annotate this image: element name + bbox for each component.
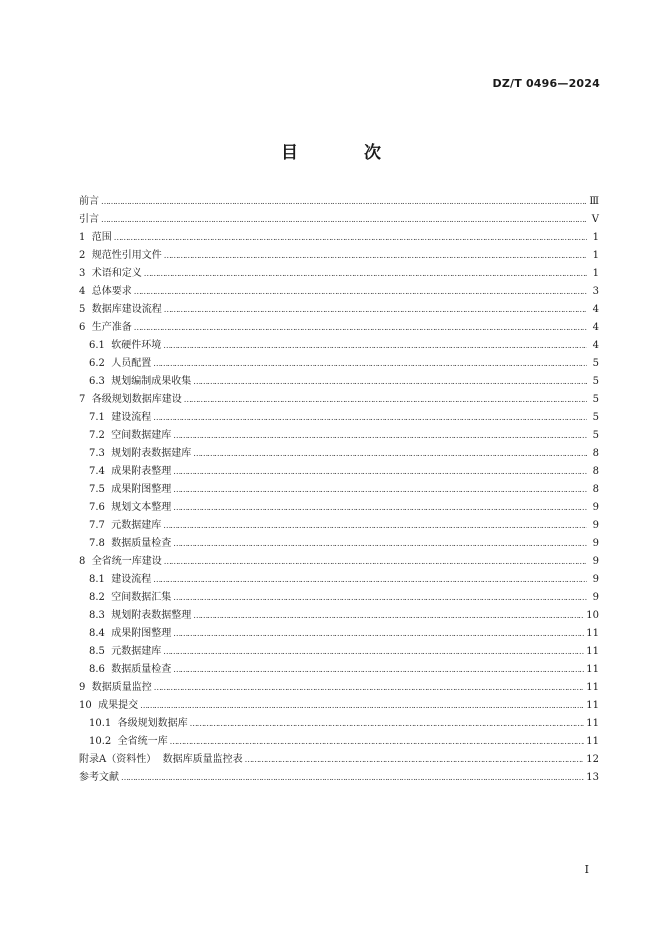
toc-entry-page: 11 — [586, 664, 599, 675]
toc-entry-number: 7.7 — [89, 520, 112, 531]
toc-entry-title: 总体要求 — [91, 286, 132, 297]
toc-entry-title: 数据质量监控 — [91, 682, 152, 693]
toc-entry-title: 术语和定义 — [91, 268, 142, 279]
toc-entry-number: 8.5 — [89, 646, 112, 657]
toc-entry-number: 2 — [79, 250, 92, 261]
toc-leader-dots — [245, 751, 585, 769]
toc-entry-page: 11 — [586, 736, 599, 747]
toc-entry-title: 生产准备 — [91, 322, 132, 333]
toc-entry-page: Ⅴ — [591, 214, 599, 225]
toc-entry-title: 成果附图整理 — [111, 484, 172, 495]
toc-entry[interactable] — [79, 283, 599, 301]
toc-entry-title: 规划文本整理 — [111, 502, 172, 513]
toc-entry-title: 成果附图整理 — [111, 628, 172, 639]
toc-entry[interactable] — [79, 445, 599, 463]
toc-entry-page: 5 — [592, 376, 599, 387]
toc-entry[interactable] — [79, 193, 599, 211]
toc-entry[interactable] — [79, 211, 599, 229]
toc-entry-page: 4 — [592, 304, 599, 315]
toc-leader-dots — [173, 535, 587, 553]
toc-entry[interactable] — [79, 409, 599, 427]
toc-entry[interactable] — [79, 733, 599, 751]
toc-leader-dots — [164, 301, 587, 319]
toc-entry-title: 规范性引用文件 — [91, 250, 162, 261]
toc-leader-dots — [154, 679, 585, 697]
toc-leader-dots — [101, 211, 587, 229]
toc-leader-dots — [173, 481, 587, 499]
toc-entry-title: 各级规划数据库建设 — [91, 394, 182, 405]
page-title: 目 次 — [281, 143, 411, 163]
toc-entry[interactable] — [79, 769, 599, 787]
toc-entry-title: 数据质量检查 — [111, 664, 172, 675]
toc-entry-page: 5 — [592, 412, 599, 423]
toc-entry-page: Ⅲ — [589, 196, 599, 207]
toc-entry[interactable] — [79, 265, 599, 283]
toc-entry-number: 6.3 — [89, 376, 112, 387]
toc-entry-number: 8.4 — [89, 628, 112, 639]
toc-entry[interactable] — [79, 553, 599, 571]
toc-entry-page: 9 — [592, 502, 599, 513]
toc-leader-dots — [193, 445, 587, 463]
toc-entry[interactable] — [79, 751, 599, 769]
toc-entry-page: 11 — [586, 628, 599, 639]
toc-entry-title: 人员配置 — [111, 358, 152, 369]
toc-entry[interactable] — [79, 499, 599, 517]
toc-entry[interactable] — [79, 535, 599, 553]
toc-leader-dots — [114, 229, 587, 247]
toc-entry-number: 8.3 — [89, 610, 112, 621]
toc-entry-title: 数据库建设流程 — [91, 304, 162, 315]
toc-entry-page: 11 — [586, 700, 599, 711]
table-of-contents — [79, 193, 599, 787]
toc-leader-dots — [164, 247, 587, 265]
toc-entry[interactable] — [79, 589, 599, 607]
toc-entry-number: 7 — [79, 394, 92, 405]
toc-entry[interactable] — [79, 715, 599, 733]
toc-entry-number: 7.6 — [89, 502, 112, 513]
document-code: DZ/T 0496—2024 — [492, 77, 600, 90]
toc-entry-page: 9 — [592, 556, 599, 567]
toc-entry-title: 引言 — [79, 214, 99, 225]
toc-entry-title: 建设流程 — [111, 412, 152, 423]
toc-entry-page: 13 — [586, 772, 599, 783]
toc-entry-number: 7.4 — [89, 466, 112, 477]
toc-entry-title: 元数据建库 — [111, 646, 162, 657]
toc-leader-dots — [173, 625, 584, 643]
toc-entry-number: 8.2 — [89, 592, 112, 603]
toc-entry-page: 9 — [592, 520, 599, 531]
toc-entry[interactable] — [79, 643, 599, 661]
toc-leader-dots — [173, 499, 587, 517]
toc-leader-dots — [173, 589, 587, 607]
toc-entry[interactable] — [79, 247, 599, 265]
toc-leader-dots — [173, 427, 587, 445]
toc-entry-page: 9 — [592, 592, 599, 603]
toc-leader-dots — [134, 283, 587, 301]
toc-entry[interactable] — [79, 337, 599, 355]
toc-entry[interactable] — [79, 517, 599, 535]
toc-entry-number: 8.1 — [89, 574, 112, 585]
toc-entry-page: 8 — [592, 466, 599, 477]
toc-entry-title: 范围 — [91, 232, 112, 243]
toc-entry-page: 3 — [592, 286, 599, 297]
toc-entry-page: 1 — [592, 250, 599, 261]
toc-entry-page: 9 — [592, 538, 599, 549]
toc-leader-dots — [193, 373, 587, 391]
toc-entry-title: 成果提交 — [98, 700, 139, 711]
toc-leader-dots — [121, 769, 584, 787]
toc-leader-dots — [193, 607, 584, 625]
toc-leader-dots — [153, 571, 587, 589]
toc-entry-page: 4 — [592, 340, 599, 351]
toc-entry-title: 规划附表数据建库 — [111, 448, 192, 459]
toc-leader-dots — [173, 661, 584, 679]
toc-entry-title: 全省统一库建设 — [91, 556, 162, 567]
toc-entry-number: 7.2 — [89, 430, 112, 441]
toc-entry-number: 1 — [79, 232, 92, 243]
toc-leader-dots — [170, 733, 585, 751]
toc-entry-title: 前言 — [79, 196, 99, 207]
toc-entry-number: 9 — [79, 682, 92, 693]
toc-entry[interactable] — [79, 373, 599, 391]
toc-entry-title: 软硬件环境 — [111, 340, 162, 351]
toc-entry-title: 建设流程 — [111, 574, 152, 585]
toc-leader-dots — [184, 391, 587, 409]
toc-entry-page: 9 — [592, 574, 599, 585]
toc-leader-dots — [163, 643, 584, 661]
toc-leader-dots — [164, 553, 587, 571]
toc-leader-dots — [153, 355, 587, 373]
toc-entry-title: 数据质量检查 — [111, 538, 172, 549]
toc-entry-number: 6.1 — [89, 340, 112, 351]
toc-entry-page: 1 — [592, 268, 599, 279]
toc-entry-page: 11 — [586, 718, 599, 729]
toc-leader-dots — [163, 337, 587, 355]
toc-entry-number: 8 — [79, 556, 92, 567]
toc-leader-dots — [190, 715, 585, 733]
toc-entry-page: 4 — [592, 322, 599, 333]
toc-entry-title: 规划编制成果收集 — [111, 376, 192, 387]
toc-entry-page: 5 — [592, 358, 599, 369]
toc-entry-number: 4 — [79, 286, 92, 297]
toc-leader-dots — [140, 697, 584, 715]
toc-entry-number: 5 — [79, 304, 92, 315]
toc-entry[interactable] — [79, 355, 599, 373]
toc-entry-number: 7.5 — [89, 484, 112, 495]
toc-leader-dots — [101, 193, 587, 211]
toc-entry-page: 8 — [592, 484, 599, 495]
toc-entry-title: 附录A（资料性） 数据库质量监控表 — [79, 754, 243, 765]
toc-entry[interactable] — [79, 301, 599, 319]
toc-entry[interactable] — [79, 463, 599, 481]
toc-entry-title: 规划附表数据整理 — [111, 610, 192, 621]
page-number: I — [584, 863, 589, 876]
toc-entry-page: 5 — [592, 430, 599, 441]
toc-entry-title: 全省统一库 — [117, 736, 168, 747]
toc-entry-page: 1 — [592, 232, 599, 243]
toc-entry-page: 12 — [586, 754, 599, 765]
toc-entry-title: 空间数据建库 — [111, 430, 172, 441]
toc-entry-title: 元数据建库 — [111, 520, 162, 531]
toc-entry-page: 5 — [592, 394, 599, 405]
toc-entry-number: 7.8 — [89, 538, 112, 549]
toc-entry-number: 6 — [79, 322, 92, 333]
toc-leader-dots — [134, 319, 587, 337]
toc-entry-number: 3 — [79, 268, 92, 279]
toc-entry-title: 空间数据汇集 — [111, 592, 172, 603]
toc-entry[interactable] — [79, 625, 599, 643]
toc-leader-dots — [153, 409, 587, 427]
toc-entry[interactable] — [79, 229, 599, 247]
toc-entry-page: 10 — [586, 610, 599, 621]
toc-entry-number: 6.2 — [89, 358, 112, 369]
toc-entry-title: 各级规划数据库 — [117, 718, 188, 729]
toc-entry-page: 11 — [586, 646, 599, 657]
toc-entry-page: 11 — [586, 682, 599, 693]
toc-entry[interactable] — [79, 427, 599, 445]
toc-entry[interactable] — [79, 679, 599, 697]
toc-leader-dots — [144, 265, 587, 283]
toc-entry-number: 10.2 — [89, 736, 118, 747]
toc-leader-dots — [173, 463, 587, 481]
toc-entry[interactable] — [79, 607, 599, 625]
toc-entry[interactable] — [79, 391, 599, 409]
toc-entry-number: 10.1 — [89, 718, 118, 729]
toc-entry-number: 8.6 — [89, 664, 112, 675]
toc-entry-title: 参考文献 — [79, 772, 119, 783]
toc-entry-number: 7.3 — [89, 448, 112, 459]
toc-entry-page: 8 — [592, 448, 599, 459]
toc-entry[interactable] — [79, 571, 599, 589]
toc-entry-number: 7.1 — [89, 412, 112, 423]
toc-entry-number: 10 — [79, 700, 99, 711]
toc-leader-dots — [163, 517, 587, 535]
toc-entry[interactable] — [79, 661, 599, 679]
toc-entry[interactable] — [79, 697, 599, 715]
toc-entry[interactable] — [79, 319, 599, 337]
toc-entry[interactable] — [79, 481, 599, 499]
toc-entry-title: 成果附表整理 — [111, 466, 172, 477]
